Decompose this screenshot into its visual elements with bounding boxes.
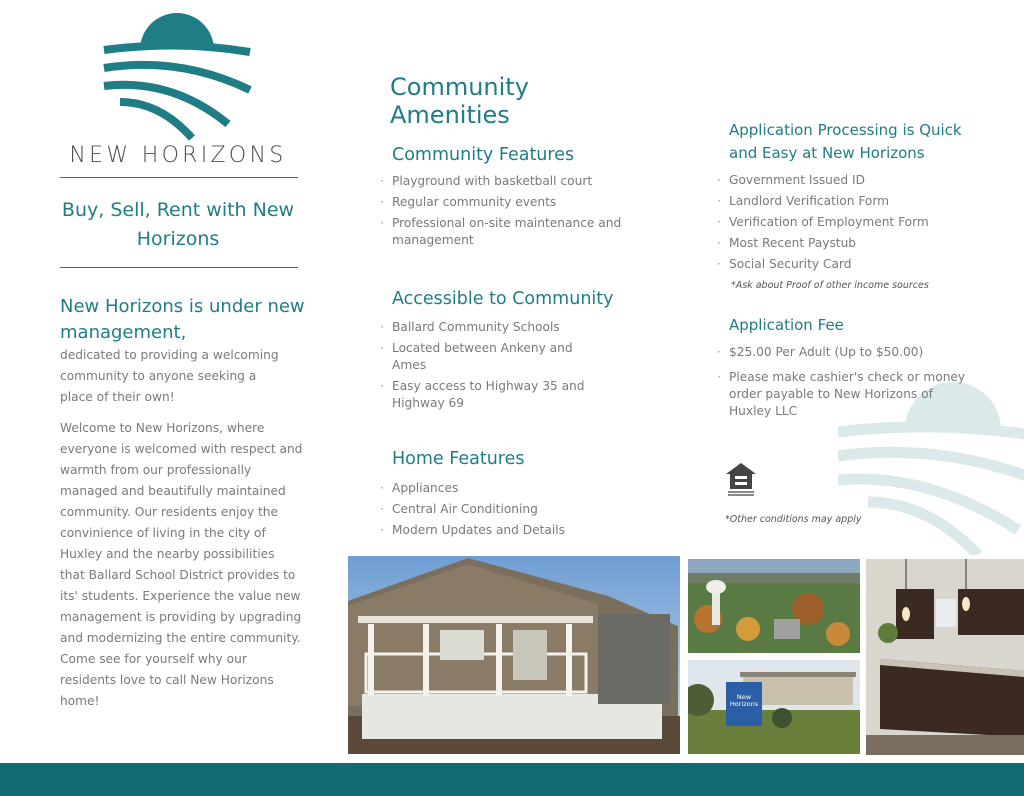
amenities-title: Community Amenities	[390, 73, 529, 129]
income-note: *Ask about Proof of other income sources	[731, 280, 929, 291]
list-item: · Social Security Card	[717, 256, 957, 273]
tagline: Buy, Sell, Rent with New Horizons	[61, 199, 295, 250]
sun-horizon-logo-icon	[100, 12, 255, 142]
fee-heading: Application Fee	[729, 316, 844, 334]
home-features-heading: Home Features	[392, 449, 525, 469]
community-features-heading: Community Features	[392, 145, 575, 165]
list-item: · Landlord Verification Form	[717, 193, 957, 210]
footer-bar	[0, 763, 1024, 796]
application-heading: Application Processing is Quick and Easy at New Horizons	[729, 121, 962, 162]
sign-text: New Horizons	[729, 693, 759, 708]
list-item: · Easy access to Highway 35 and Highway 69	[380, 378, 595, 412]
list-item: · Please make cashier's check or money order payable to New Horizons of Huxley LLC	[717, 369, 977, 420]
list-item: · $25.00 Per Adult (Up to $50.00)	[717, 344, 977, 361]
list-item: · Appliances	[380, 480, 610, 497]
brand-name: NEW HORIZONS	[69, 143, 287, 168]
aerial-photo	[688, 559, 860, 653]
list-item: · Regular community events	[380, 194, 630, 211]
list-item: · Located between Ankeny and Ames	[380, 340, 595, 374]
conditions-note: *Other conditions may apply	[725, 514, 862, 525]
equal-housing-icon	[725, 461, 757, 497]
list-item: · Government Issued ID	[717, 172, 957, 189]
divider	[60, 177, 298, 178]
home-exterior-photo	[348, 556, 680, 754]
list-item: · Most Recent Paystub	[717, 235, 957, 252]
accessible-list	[380, 319, 595, 416]
list-item: · Central Air Conditioning	[380, 501, 610, 518]
divider	[60, 267, 298, 268]
home-features-list	[380, 480, 610, 543]
community-features-list	[380, 173, 630, 253]
application-list	[717, 172, 957, 277]
intro-paragraph: dedicated to providing a welcoming community to anyone seeking a place of their own!	[60, 348, 279, 404]
entrance-sign-photo	[688, 660, 860, 754]
list-item: · Ballard Community Schools	[380, 319, 595, 336]
welcome-paragraph: Welcome to New Horizons, where everyone is welcomed with respect and warmth from our professionally managed and beautifully maintained community. Our residents enjoy the convinience of living in the city of Huxley and the nearby possibilities that Ballard School District provides to its' students. Experience the value new management is providing by upgrading and modernizing the entire community. Come see for yourself why our residents love to call New Horizons home!	[60, 421, 303, 708]
kitchen-photo	[866, 559, 1024, 755]
intro-headline: New Horizons is under new management,	[60, 296, 305, 343]
list-item: · Professional on-site maintenance and management	[380, 215, 630, 249]
fee-list	[717, 344, 977, 424]
list-item: · Modern Updates and Details	[380, 522, 610, 539]
accessible-heading: Accessible to Community	[392, 289, 614, 309]
list-item: · Verification of Employment Form	[717, 214, 957, 231]
list-item: · Playground with basketball court	[380, 173, 630, 190]
